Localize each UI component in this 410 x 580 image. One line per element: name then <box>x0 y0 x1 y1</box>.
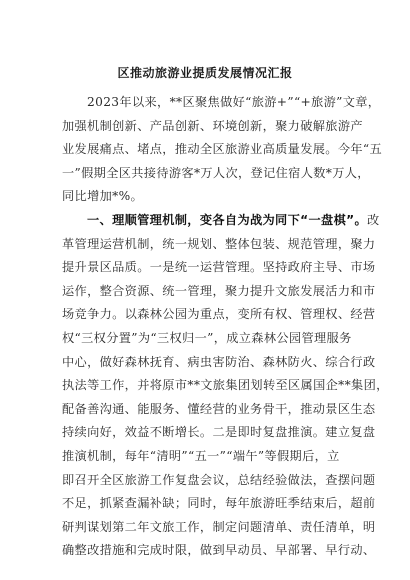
document-title: 区推动旅游业提质发展情况汇报 <box>117 66 293 80</box>
line-text: 推演机制，每年“清明”“五一”“端午”等假期后，立 <box>62 449 340 463</box>
line-text: 场竞争力。以森林公园为重点，变所有权、管理权、经营 <box>62 307 376 322</box>
body-line <box>62 327 352 349</box>
line-text: 加强机制创新、产品创新、环境创新，聚力破解旅游产 <box>62 118 363 133</box>
body-line <box>87 209 380 231</box>
body-line <box>62 351 375 373</box>
body-line <box>62 185 143 207</box>
line-text: 运作，整合资源、统一管理，聚力提升文旅发展活力和市 <box>62 283 376 298</box>
line-text: 权“三权分置”为“三权归一”，成立森林公园管理服务 <box>62 331 352 345</box>
body-line <box>62 303 375 325</box>
body-line <box>62 233 375 255</box>
body-line <box>62 445 340 467</box>
body-line <box>87 91 380 113</box>
line-text: 执法等工作，并将原市**文旅集团划转至区属国企**集团， <box>62 378 389 393</box>
body-line <box>62 539 375 561</box>
body-line <box>62 421 375 443</box>
body-line <box>62 280 375 302</box>
line-text: 业发展痛点、堵点，推动全区旅游业高质量发展。今年“五 <box>62 142 383 157</box>
line-text: 2023年以来，**区聚焦做好“旅游+”“+旅游”文章， <box>87 95 381 109</box>
line-text: 持续向好，效益不断增长。二是即时复盘推演。建立复盘 <box>62 425 376 440</box>
body-line <box>62 115 363 137</box>
body-line <box>62 256 375 278</box>
body-line <box>62 138 382 160</box>
line-text: 提升景区品质。一是统一运营管理。坚持政府主导、市场 <box>62 260 376 275</box>
line-text: 同比增加*%。 <box>62 189 144 204</box>
body-line <box>62 374 389 396</box>
section-heading: 一、理顺管理机制，变各自为战为同下“一盘棋”。 <box>87 213 368 227</box>
body-line <box>62 492 375 514</box>
line-text: 中心，做好森林抚育、病虫害防治、森林防火、综合行政 <box>62 354 376 369</box>
line-text: 配备善沟通、能服务、懂经营的业务骨干，推动景区生态 <box>62 401 376 416</box>
line-text: 改 <box>367 213 380 227</box>
body-line <box>62 469 375 491</box>
body-line <box>62 162 370 184</box>
line-text: 研判谋划第二年文旅工作，制定问题清单、责任清单，明 <box>62 519 376 534</box>
line-text: 不足，抓紧查漏补缺；同时，每年旅游旺季结束后，超前 <box>62 496 376 511</box>
line-text: 即召开全区旅游工作复盘会议，总结经验做法，查摆问题 <box>62 472 376 487</box>
line-text: 一”假期全区共接待游客*万人次，登记住宿人数*万人， <box>62 165 370 180</box>
line-text: 革管理运营机制，统一规划、整体包装、规范管理，聚力 <box>62 236 376 251</box>
line-text: 确整改措施和完成时限，做到早动员、早部署、早行动、 <box>62 543 376 558</box>
body-line <box>62 398 375 420</box>
body-line <box>62 516 375 538</box>
